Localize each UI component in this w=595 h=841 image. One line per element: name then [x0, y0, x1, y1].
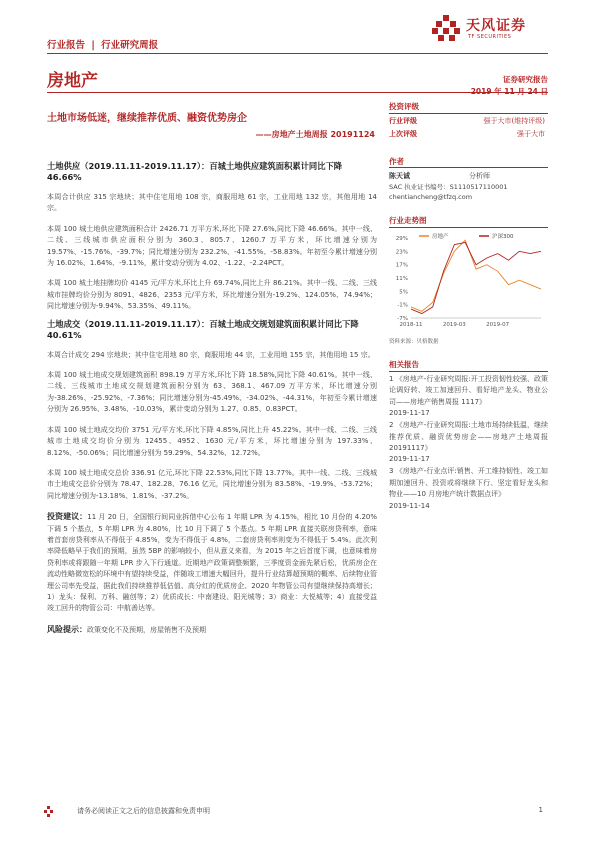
- brand-logo: [432, 15, 548, 45]
- y-tick-label: 5%: [399, 289, 408, 296]
- related-item[interactable]: 2 《房地产-行业研究周报:土地市场持续低温，继续推荐优质、融资优势房企——房地产土地周报 20191117》: [389, 421, 548, 453]
- related-date: 2019-11-17: [389, 455, 430, 464]
- deal-paragraph: 本周 100 城土地成交总价 336.91 亿元,环比下降 22.53%,同比下降 13.77%。其中一线、二线、三线城市土地成交总价分别为 78.47、182.28、76.16 亿元，同比增速分别为 83.58%、-19.9%、-53.72%；同比增速分别为-13.18%、1.81%、-37.2%。: [47, 468, 377, 500]
- footer-logo-icon: [44, 806, 54, 820]
- legend-label: 房地产: [432, 234, 449, 240]
- series-line: [411, 240, 541, 311]
- author-cert: SAC 执业证书编号：S1110517110001: [389, 183, 508, 191]
- supply-paragraph: 本周 100 城土地挂牌均价 4145 元/平方米,环比上升 69.74%,同比上升 86.21%。其中一线、二线、三线城市挂牌均价分别为 8091、4826、2353 元/平方米，环比增速分别为-19.2%、124.05%、74.94%；同比增速分别为-9.94%、53.35%、49.11%。: [47, 279, 377, 311]
- x-tick-label: 2019-07: [486, 322, 510, 328]
- y-tick-label: -1%: [397, 302, 408, 309]
- rating-row-previous: [389, 129, 548, 139]
- related-list: [389, 374, 548, 512]
- report-body: [47, 161, 377, 636]
- title-divider: [47, 92, 548, 93]
- y-tick-label: -7%: [397, 316, 408, 322]
- trend-heading: 行业走势图: [389, 216, 427, 225]
- trend-divider: [389, 227, 548, 228]
- advice-text: 11 月 20 日，全国银行间同业拆借中心公布 1 年期 LPR 为 4.15%，相比 10 月份的 4.20%下调 5 个基点，5 年期 LPR 为 4.80%，比 10 月下调了 5 个基点。5 年期 LPR 直接关联房贷利率，意味着首套房贷利率从不得低于 4.85%，变为不得低于 4.8%，二套房贷利率则变为不得低于 5.4%。此次利率降低略早于我们的预期，虽然 5BP 的影响较小，但从意义来看，为 2015 年之后首度下调，也意味着房贷利率或将跟随一年期 LPR 步入下行通道。近期地产政策调整频繁，三季度资金面先紧后松，优质房企在流动性略微宽松的环境中有望持续受益，伴随竣工增速大幅回升，提升行业结算超预期的概率、后续物业管理公司率先受益，据此我们持续推荐低估值、高分红的优质房企、2020 年物管公司有望继续保持高增长；1）龙头：保利、万科、融创等；2）优质成长：中南建设、阳光城等；3）商业：大悦城等；4）直接受益竣工回升的物管公司：中航善达等。: [47, 513, 377, 613]
- brand-name: 天风证券: [466, 18, 526, 34]
- report-category: [47, 37, 158, 51]
- header-divider: [47, 53, 548, 54]
- author-email[interactable]: chentiancheng@tfzq.com: [389, 193, 473, 201]
- series-line: [411, 242, 541, 313]
- y-tick-label: 11%: [395, 276, 408, 282]
- deal-section-title: 土地成交（2019.11.11-2019.11.17）：百城土地成交规划建筑面积累计同比下降 40.61%: [47, 318, 359, 340]
- risk-warning: [47, 624, 377, 636]
- report-subtitle: ——房地产土地周报 20191124: [255, 130, 375, 139]
- footer-logo-mark: [44, 805, 54, 819]
- author-divider: [389, 167, 548, 168]
- author-heading: 作者: [389, 157, 404, 166]
- related-divider: [389, 371, 548, 372]
- rating-value: 强于大市: [517, 130, 545, 138]
- related-date: 2019-11-17: [389, 409, 430, 418]
- risk-label: 风险提示：: [47, 624, 87, 634]
- supply-section-title: 土地供应（2019.11.11-2019.11.17）：百城土地供应建筑面积累计同比下降 46.66%: [47, 161, 343, 182]
- report-title: 土地市场低迷，继续推荐优质、融资优势房企: [47, 113, 247, 124]
- subcategory-label: 行业研究周报: [101, 40, 159, 51]
- advice-label: 投资建议：: [47, 512, 88, 522]
- x-tick-label: 2019-03: [442, 322, 466, 328]
- sector-title: 房地产: [47, 71, 98, 91]
- rating-label: 上次评级: [389, 130, 417, 138]
- x-tick-label: 2018-11: [399, 322, 423, 328]
- supply-paragraph: 本周合计供应 315 宗地块；其中住宅用地 108 宗，商服用地 61 宗，工业用地 132 宗，其他用地 14 宗。: [47, 193, 377, 213]
- category-label: 行业报告: [47, 40, 86, 51]
- page-number: 1: [538, 806, 543, 814]
- y-tick-label: 29%: [395, 236, 408, 242]
- deal-paragraph: 本周 100 城土地成交均价 3751 元/平方米,环比下降 4.85%,同比上升 45.22%。其中一线、二线、三线城市土地成交均价分别为 12455、4952、1630 元/平方米，环比增速分别为 197.33%、8.12%、-50.06%；同比增速分别为 59.29%、54.32%、12.72%。: [47, 425, 377, 457]
- related-heading: 相关报告: [389, 360, 419, 369]
- related-item[interactable]: 3 《房地产-行业点评:销售、开工维持韧性、竣工如期加速回升、投资或将继续下行、坚定看好龙头和物业——10 月房地产统计数据点评》: [389, 467, 548, 499]
- deal-paragraph: 本周 100 城土地成交规划建筑面积 898.19 万平方米,环比下降 18.58%,同比下降 40.61%。其中一线、二线、三线城市土地成交规划建筑面积分别为 63、368.1、467.09 万平方米，环比增速分别为-38.26%、-25.92%、-7.36%；同比增速分别为-45.49%、-34.02%、-44.31%，年初至今累计增速分别为 26.95%、3.48%、-10.03%，累计变动分别为 1.27、0.85、0.83PCT。: [47, 371, 377, 414]
- rating-heading: 投资评级: [389, 102, 419, 111]
- brand-name-en: TF SECURITIES: [468, 34, 512, 40]
- author-role: 分析师: [469, 172, 490, 180]
- y-tick-label: 23%: [395, 249, 408, 256]
- trend-source: 资料来源：贝格数据: [389, 339, 439, 345]
- author-name: 陈天诚: [389, 172, 410, 180]
- footer-disclaimer: 请务必阅读正文之后的信息披露和免责申明: [77, 807, 210, 815]
- rating-row-industry: [389, 116, 548, 126]
- deal-paragraph: 本周合计成交 294 宗地块；其中住宅用地 80 宗，商服用地 44 宗，工业用地 155 宗，其他用地 15 宗。: [47, 350, 375, 359]
- investment-advice: [47, 511, 377, 615]
- y-tick-label: 17%: [395, 262, 408, 269]
- supply-paragraph: 本周 100 城土地供应建筑面积合计 2426.71 万平方米,环比下降 27.6%,同比下降 46.66%。其中一线、二线、三线城市供应面积分别为 360.3、805.7、1260.7 万平方米，环比增速分别为 19.57%、-15.76%、-39.7%；同比增速分别为 232.2%、-41.55%、-58.83%。年初至今累计增速分别为 16.02%、1.64%、-9.11%，累计变动分别为 4.02、-1.22、-2.24PCT。: [47, 224, 377, 268]
- related-item[interactable]: 1 《房地产-行业研究周报:开工投资韧性较强、政策论调好转、竣工加速回升、看好地产龙头、物业公司——房地产销售周报 1117》: [389, 375, 548, 406]
- related-date: 2019-11-14: [389, 501, 430, 510]
- rating-divider: [389, 113, 548, 114]
- brand-logo-icon: [432, 15, 462, 43]
- doc-type: 证券研究报告: [503, 75, 548, 84]
- legend-label: 沪深300: [492, 234, 514, 240]
- rating-label: 行业评级: [389, 117, 417, 125]
- trend-chart: [389, 230, 548, 330]
- category-separator: |: [91, 40, 95, 51]
- risk-text: 政策变化不及预期，房屋销售不及预期: [87, 625, 206, 634]
- rating-value: 强于大市(维持评级): [483, 117, 545, 125]
